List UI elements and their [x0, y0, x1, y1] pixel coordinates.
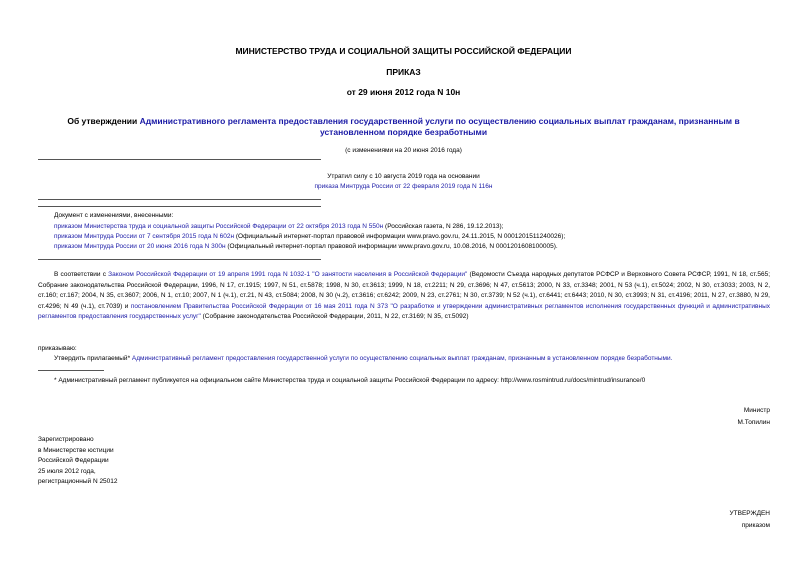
footnote: * Административный регламент публикуется на официальном сайте Министерства труда и социальной защиты Российской Федерации по адресу: http://www.rosmintrud.ru/docs/mintrud/insurance/0	[54, 377, 646, 384]
divider	[38, 199, 321, 200]
expired-line: Утратил силу с 10 августа 2019 года на основании	[327, 173, 480, 180]
registration-line: 25 июля 2012 года,	[38, 467, 96, 475]
footnote-divider	[38, 370, 104, 371]
doc-type: ПРИКАЗ	[386, 67, 421, 77]
changes-item	[54, 232, 784, 242]
divider	[38, 159, 321, 160]
document-title	[40, 116, 767, 138]
approved-by: приказом	[741, 522, 770, 529]
divider	[38, 206, 321, 207]
ministry-heading: МИНИСТЕРСТВО ТРУДА И СОЦИАЛЬНОЙ ЗАЩИТЫ РОССИЙСКОЙ ФЕДЕРАЦИИ	[235, 46, 572, 56]
change-link[interactable]: приказом Министерства труда и социальной защиты Российской Федерации от 22 октября 2013 года N 550н	[54, 223, 384, 230]
registration-line: регистрационный N 25012	[38, 478, 118, 485]
approve-clause	[54, 354, 784, 364]
divider	[38, 259, 321, 260]
preamble-paragraph	[38, 270, 770, 323]
registration-line: Зарегистрировано	[38, 436, 94, 443]
change-source: (Российская газета, N 286, 19.12.2013);	[383, 223, 504, 230]
signature-name: М.Топилин	[737, 419, 770, 426]
title-regulation-link[interactable]: Административного регламента предоставления государственной услуги по осуществлению социальных выплат гражданам, признанным в установленном порядке безработными	[139, 116, 740, 137]
change-source: (Официальный интернет-портал правовой информации www.pravo.gov.ru, 10.08.2016, N 0001201608100005).	[225, 243, 558, 250]
changes-heading: Документ с изменениями, внесенными:	[54, 212, 174, 219]
approved-heading: УТВЕРЖДЕН	[729, 510, 770, 517]
preamble-text: В соответствии с	[54, 271, 109, 278]
change-source: (Официальный интернет-портал правовой информации www.pravo.gov.ru, 24.11.2015, N 0001201511240026);	[234, 233, 566, 240]
changes-item	[54, 242, 784, 252]
change-link[interactable]: приказом Минтруда России от 20 июня 2016 года N 300н	[54, 243, 226, 250]
preamble-text: (Ведомости Съезда народных депутатов РСФСР и Верховного Совета РСФСР, 1991, N 18, ст.565; Собрание законодательства Российской Федерации, 1996, N 17, ст.1915; 1997, N 51, ст.5878; 1998, N 30, ст.3613; 1999, N 18, ст.2211; N 29, ст.3696; N 47, ст.5613; 2000, N 33, ст.3348; 2001, N 53 (ч.1), ст.5024; 2002, N 30, ст.3033; 2003, N 2, ст.160; ст.167; 2004, N 35, ст.3607; 2006, N 1, ст.10; 2007, N 1 (ч.1), ст.21, N 43, ст.5084; 2008, N 30 (ч.2), ст.3616; ст.6242; 2009, N 23, ст.2761; N 30, ст.3739; N 52 (ч.1), ст.6441; ст.6443; 2010, N 30, ст.3993; N 31, ст.4196; 2011, N 27, ст.3880, N 29, ст.4296; N 49 (ч.1), ст.7039) и	[38, 271, 771, 310]
revision-note: (с изменениями на 20 июня 2016 года)	[345, 147, 462, 154]
employment-law-link[interactable]: Законом Российской Федерации от 19 апреля 1991 года N 1032-1 "О занятости населения в Российской Федерации"	[108, 271, 468, 278]
expired-order	[0, 182, 807, 192]
expired-order-link[interactable]: приказа Минтруда России от 22 февраля 2019 года N 116н	[314, 183, 493, 190]
approve-text: Утвердить прилагаемый*	[54, 355, 132, 362]
title-prefix: Об утверждении	[67, 116, 140, 126]
signature-title: Министр	[743, 407, 770, 414]
change-link[interactable]: приказом Минтруда России от 7 сентября 2015 года N 602н	[54, 233, 235, 240]
registration-block	[38, 435, 118, 488]
approved-regulation-link[interactable]: Административный регламент предоставления государственной услуги по осуществлению социальных выплат гражданам, признанным в установленном порядке безработными.	[131, 355, 673, 362]
doc-date-number: от 29 июня 2012 года N 10н	[346, 87, 461, 97]
changes-item	[54, 222, 784, 232]
preamble-text: (Собрание законодательства Российской Федерации, 2011, N 22, ст.3169; N 35, ст.5092)	[200, 313, 469, 320]
registration-line: в Министерстве юстиции	[38, 446, 114, 454]
registration-line: Российской Федерации	[38, 457, 109, 464]
government-decree-link[interactable]: постановлением Правительства Российской Федерации от 16 мая 2011 года N 373 "О разработке и утверждении административных регламентов исполнения государственных функций и административных регламентов предоставления государственных услуг"	[38, 302, 770, 320]
order-word: приказываю:	[38, 345, 77, 352]
